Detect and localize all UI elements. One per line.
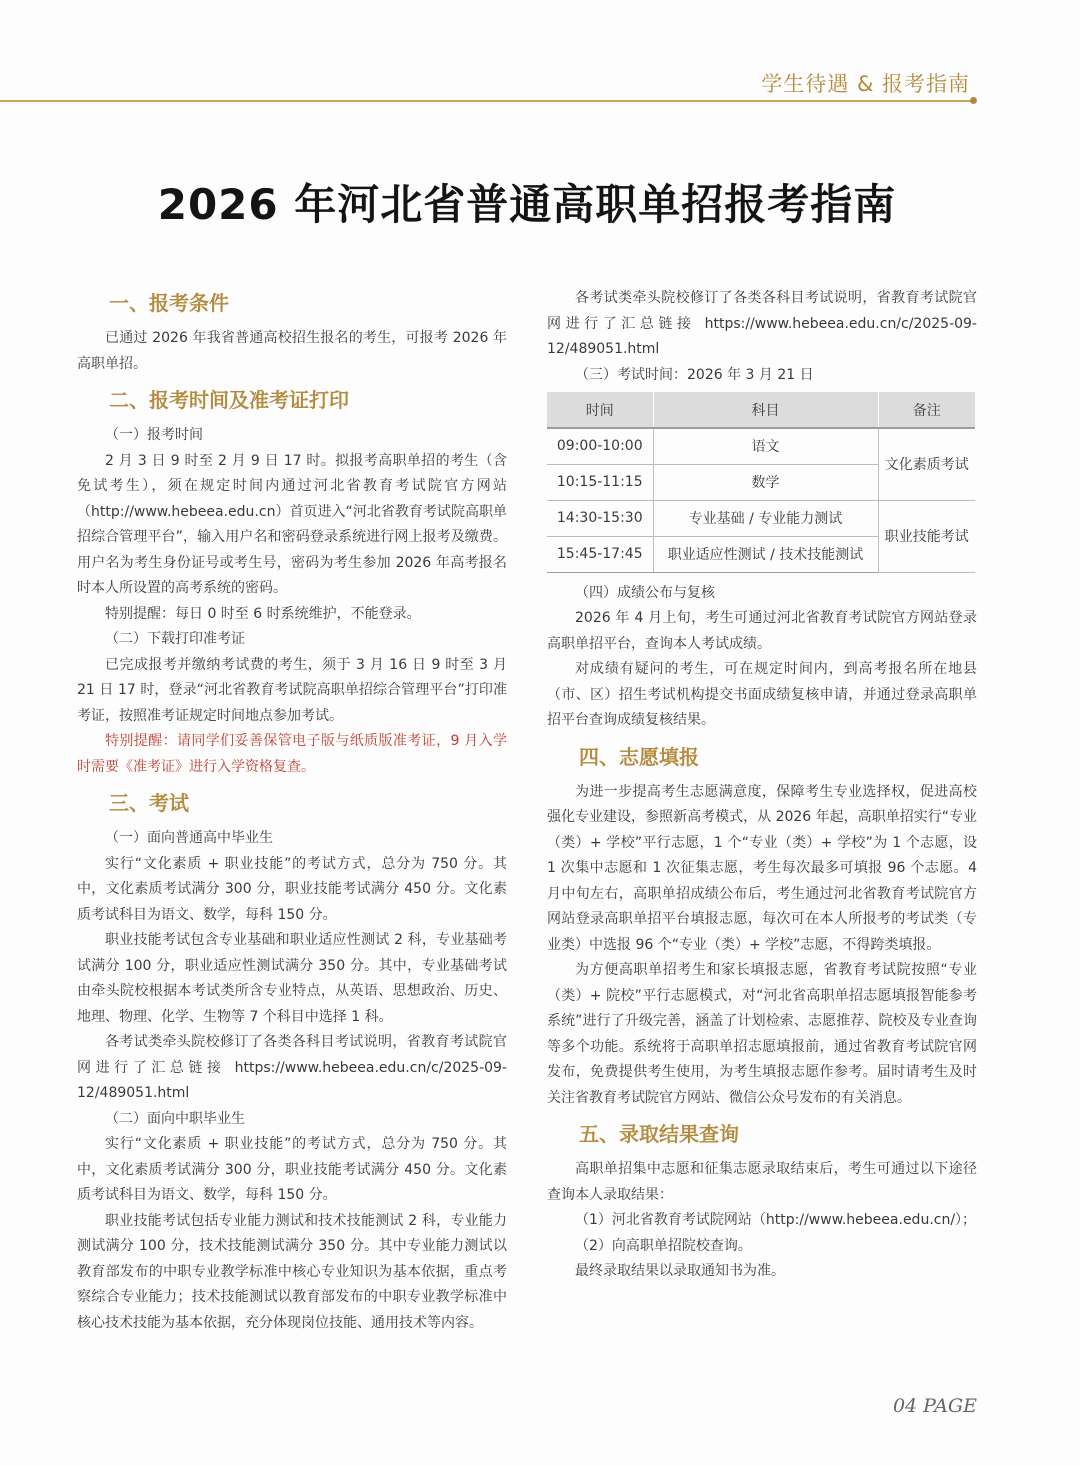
warning-paragraph (77, 729, 507, 780)
page-header (0, 0, 1080, 110)
subject-cell: 职业适应性测试 / 技术技能测试 (653, 536, 878, 572)
paragraph: 2 月 3 日 9 时至 2 月 9 日 17 时。拟报考高职单招的考生（含免试考生），须在规定时间内通过河北省教育考试院官方网站（http://www.hebeea.edu.cn）首页进入“河北省教育考试院高职单招综合管理平台”，输入用户名和密码登录系统进行网上报考及缴费。用户名为考生身份证号或考生号，密码为考生参加 2026 年高考报名时本人所设置的高考系统的密码。 (77, 452, 507, 596)
paragraph: 职业技能考试包括专业能力测试和技术技能测试 2 科，专业能力测试满分 100 分，技术技能测试满分 350 分。其中专业能力测试以教育部发布的中职专业教学标准中核心专业知识为基本依据，重点考察综合专业能力；技术技能测试以教育部发布的中职专业教学标准中核心技术技能为基本依据，充分体现岗位技能、通用技术等内容。 (77, 1212, 507, 1331)
header-title: 学生待遇 & 报考指南 (761, 72, 970, 96)
exam-schedule-table (547, 392, 975, 573)
header-dot (970, 97, 977, 104)
paragraph: 已通过 2026 年我省普通高校招生报名的考生，可报考 2026 年高职单招。 (77, 330, 507, 372)
subheading: （四）成绩公布与复核 (575, 584, 715, 601)
table-row (547, 428, 975, 464)
right-column (547, 286, 977, 1285)
subject-cell: 数学 (653, 464, 878, 500)
paragraph: 为方便高职单招考生和家长填报志愿，省教育考试院按照“专业（类）+ 院校”平行志愿模式，对“河北省高职单招志愿填报智能参考系统”进行了升级完善，涵盖了计划检索、志愿推荐、院校及专业查询等多个功能。系统将于高职单招志愿填报前，通过省教育考试院官网发布，免费提供考生使用，为考生填报志愿作参考。届时请考生及时关注省教育考试院官方网站、微信公众号发布的有关消息。 (547, 962, 977, 1106)
subheading: （一）面向普通高中毕业生 (105, 830, 273, 846)
time-cell: 15:45-17:45 (547, 536, 653, 572)
table-header: 备注 (878, 392, 975, 428)
list-item: （1）河北省教育考试院网站（http://www.hebeea.edu.cn/）； (575, 1212, 977, 1228)
subheading: （二）下载打印准考证 (105, 631, 245, 647)
note-cell: 文化素质考试 (878, 428, 975, 500)
paragraph: 2026 年 4 月上旬，考生可通过河北省教育考试院官方网站登录高职单招平台，查询本人考试成绩。 (547, 610, 977, 652)
table-row (547, 500, 975, 536)
page-number: 04 PAGE (892, 1395, 977, 1417)
paragraph: 特别提醒：每日 0 时至 6 时系统维护，不能登录。 (105, 605, 421, 622)
warning-text: 请同学们妥善保管电子版与纸质版准考证，9 月入学时需要《准考证》进行入学资格复查。 (77, 733, 508, 775)
section-heading-registration: 二、报考时间及准考证打印 (109, 388, 349, 412)
paragraph: 职业技能考试包含专业基础和职业适应性测试 2 科，专业基础考试满分 100 分，职业适应性测试满分 350 分。其中，专业基础考试由牵头院校根据本考试类所含专业特点，从英语、思想政治、历史、地理、物理、化学、生物等 7 个科目中选择 1 科。 (77, 932, 507, 1025)
left-column (77, 286, 507, 1336)
section-heading-exam: 三、考试 (109, 791, 189, 815)
paragraph: 实行“文化素质 + 职业技能”的考试方式，总分为 750 分。其中，文化素质考试满分 300 分，职业技能考试满分 450 分。文化素质考试科目为语文、数学，每科 150 分。 (77, 1136, 507, 1203)
paragraph: 为进一步提高考生志愿满意度，保障考生专业选择权，促进高校强化专业建设，参照新高考模式，从 2026 年起，高职单招实行“专业（类）+ 学校”平行志愿，1 个“专业（类）+ 学校”为 1 个志愿，设 1 次集中志愿和 1 次征集志愿，考生每次最多可填报 96 个志愿。4 月中旬左右，高职单招成绩公布后，考生通过河北省教育考试院官方网站登录高职单招平台填报志愿，每次可在本人所报考的考试类（专业类）中选报 96 个“专业（类）+ 学校”志愿，不得跨类填报。 (547, 783, 977, 953)
table-header: 时间 (547, 392, 653, 428)
section-heading-conditions: 一、报考条件 (109, 291, 229, 315)
paragraph: 高职单招集中志愿和征集志愿录取结束后，考生可通过以下途径查询本人录取结果： (547, 1161, 977, 1203)
table-header-row (547, 392, 975, 428)
table-header: 科目 (653, 392, 878, 428)
time-cell: 10:15-11:15 (547, 464, 653, 500)
paragraph: 对成绩有疑问的考生，可在规定时间内，到高考报名所在地县（市、区）招生考试机构提交书面成绩复核申请，并通过登录高职单招平台查询成绩复核结果。 (547, 661, 977, 728)
paragraph: 已完成报考并缴纳考试费的考生，须于 3 月 16 日 9 时至 3 月 21 日 17 时，登录“河北省教育考试院高职单招综合管理平台”打印准考证，按照准考证规定时间地点参加考试。 (77, 656, 507, 724)
list-item: （2）向高职单招院校查询。 (575, 1237, 752, 1254)
subheading: （一）报考时间 (105, 427, 203, 443)
warning-label: 特别提醒： (105, 733, 177, 749)
paragraph: 实行“文化素质 + 职业技能”的考试方式，总分为 750 分。其中，文化素质考试满分 300 分，职业技能考试满分 450 分。文化素质考试科目为语文、数学，每科 150 分。 (77, 855, 507, 923)
page-title: 2026 年河北省普通高职单招报考指南 (157, 180, 897, 229)
subject-cell: 语文 (653, 428, 878, 464)
header-rule (0, 100, 975, 102)
paragraph: 最终录取结果以录取通知书为准。 (575, 1263, 785, 1279)
time-cell: 09:00-10:00 (547, 428, 653, 464)
subheading: （三）考试时间：2026 年 3 月 21 日 (575, 366, 814, 383)
note-cell: 职业技能考试 (878, 500, 975, 572)
section-heading-application: 四、志愿填报 (579, 744, 699, 769)
section-heading-admission: 五、录取结果查询 (579, 1122, 739, 1146)
subheading: （二）面向中职毕业生 (105, 1110, 245, 1127)
time-cell: 14:30-15:30 (547, 500, 653, 536)
paragraph: 各考试类牵头院校修订了各类各科目考试说明，省教育考试院官网进行了汇总链接 https://www.hebeea.edu.cn/c/2025-09-12/489051.html (77, 1034, 507, 1101)
paragraph: 各考试类牵头院校修订了各类各科目考试说明，省教育考试院官网进行了汇总链接 https://www.hebeea.edu.cn/c/2025-09-12/489051.html (547, 290, 977, 357)
subject-cell: 专业基础 / 专业能力测试 (653, 500, 878, 536)
